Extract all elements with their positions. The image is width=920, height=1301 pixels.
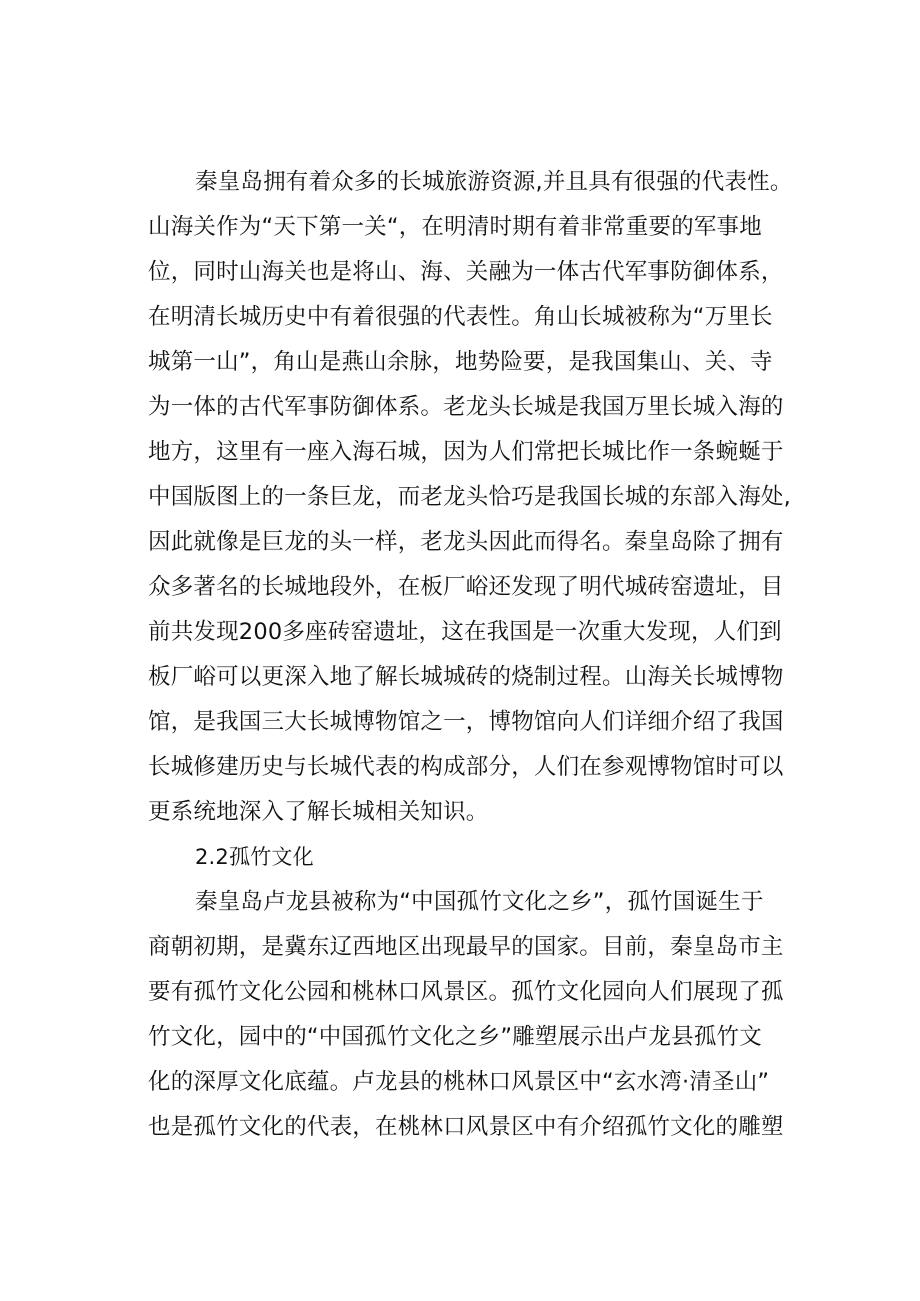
paragraph-line: 山海关作为“天下第一关“，在明清时期有着非常重要的军事地 xyxy=(148,214,762,240)
paragraph-line: 为一体的古代军事防御体系。老龙头长城是我国万里长城入海的 xyxy=(148,394,784,420)
paragraph-line: 位，同时山海关也是将山、海、关融为一体古代军事防御体系， xyxy=(148,259,784,285)
paragraph-line: 在明清长城历史中有着很强的代表性。角山长城被称为“万里长 xyxy=(148,304,773,330)
paragraph-line: 地方，这里有一座入海石城，因为人们常把长城比作一条蜿蜒于 xyxy=(148,439,784,465)
paragraph-line: 中国版图上的一条巨龙，而老龙头恰巧是我国长城的东部入海处, xyxy=(148,484,791,510)
paragraph-line: 商朝初期，是冀东辽西地区出现最早的国家。目前，秦皇岛市主 xyxy=(148,934,784,960)
paragraph-line: 长城修建历史与长城代表的构成部分，人们在参观博物馆时可以 xyxy=(148,754,784,780)
paragraph-line: 化的深厚文化底蕴。卢龙县的桃林口风景区中“玄水湾·清圣山” xyxy=(148,1069,770,1095)
paragraph-line: 也是孤竹文化的代表，在桃林口风景区中有介绍孤竹文化的雕塑 xyxy=(148,1114,784,1140)
paragraph-line: 要有孤竹文化公园和桃林口风景区。孤竹文化园向人们展现了孤 xyxy=(148,979,784,1005)
paragraph-line: 板厂峪可以更深入地了解长城城砖的烧制过程。山海关长城博物 xyxy=(148,664,784,690)
paragraph-line: 城第一山”，角山是燕山余脉，地势险要，是我国集山、关、寺 xyxy=(148,349,773,375)
paragraph-line: 更系统地深入了解长城相关知识。 xyxy=(148,799,489,825)
paragraph-line: 秦皇岛卢龙县被称为“中国孤竹文化之乡”，孤竹国诞生于 xyxy=(195,889,764,915)
paragraph-line: 竹文化，园中的“中国孤竹文化之乡”雕塑展示出卢龙县孤竹文 xyxy=(148,1024,762,1050)
paragraph-line: 馆，是我国三大长城博物馆之一，博物馆向人们详细介绍了我国 xyxy=(148,709,784,735)
document-body xyxy=(148,160,848,1150)
section-heading: 2.2孤竹文化 xyxy=(195,845,314,869)
paragraph-line: 因此就像是巨龙的头一样，老龙头因此而得名。秦皇岛除了拥有 xyxy=(148,529,784,555)
paragraph-line: 前共发现200多座砖窑遗址，这在我国是一次重大发现，人们到 xyxy=(148,619,782,645)
paragraph-line: 众多著名的长城地段外，在板厂峪还发现了明代城砖窑遗址，目 xyxy=(148,574,784,600)
paragraph-line: 秦皇岛拥有着众多的长城旅游资源,并且具有很强的代表性。 xyxy=(195,169,793,195)
